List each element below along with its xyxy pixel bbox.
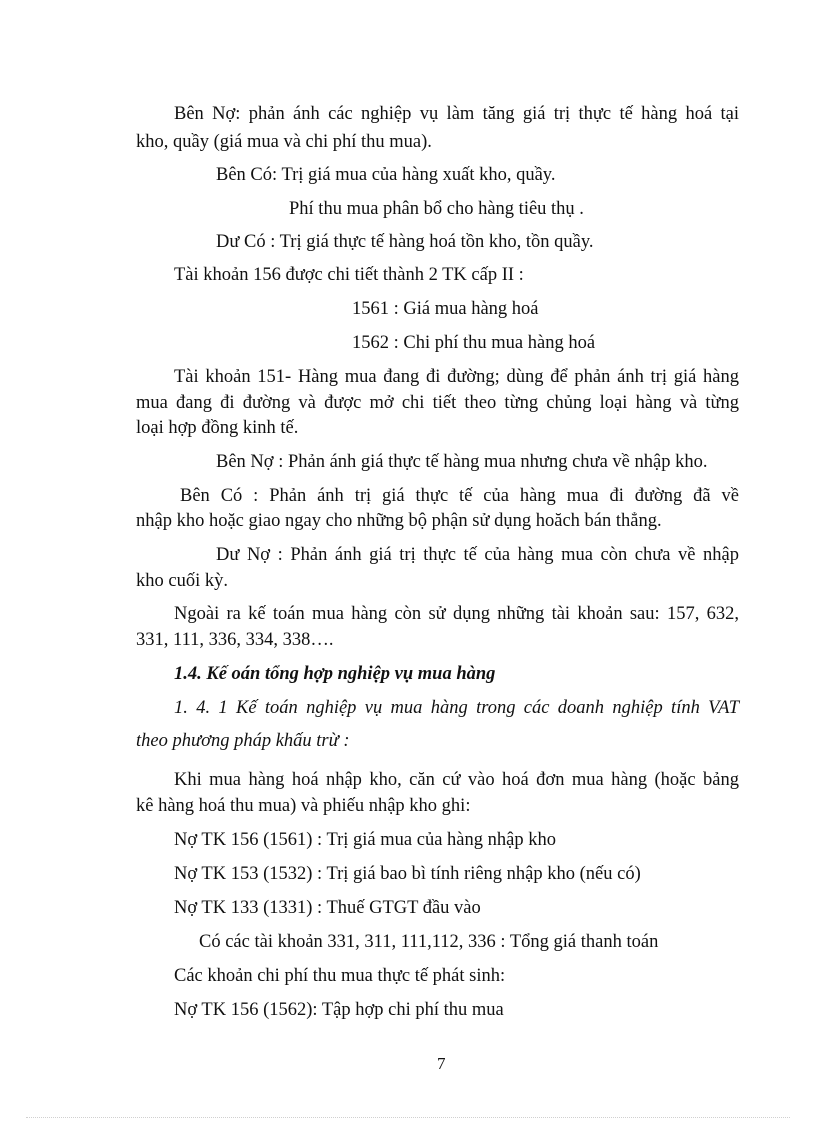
page-number: 7 — [437, 1054, 446, 1073]
paragraph-line: Bên Nợ: phản ánh các nghiệp vụ làm tăng giá trị thực tế hàng hoá tại — [174, 104, 739, 124]
paragraph-line: Nợ TK 156 (1562): Tập hợp chi phí thu mua — [174, 1000, 504, 1020]
paragraph-line: Dư Có : Trị giá thực tế hàng hoá tồn kho, tồn quầy. — [216, 232, 594, 252]
paragraph-line: Bên Nợ : Phản ánh giá thực tế hàng mua nhưng chưa về nhập kho. — [216, 452, 708, 472]
paragraph-line: nhập kho hoặc giao ngay cho những bộ phận sử dụng hoăch bán thẳng. — [136, 511, 662, 531]
paragraph-line: kho, quầy (giá mua và chi phí thu mua). — [136, 132, 432, 152]
paragraph-line: loại hợp đồng kinh tế. — [136, 418, 299, 438]
paragraph-line: Phí thu mua phân bổ cho hàng tiêu thụ . — [289, 199, 584, 219]
paragraph-line: Tài khoản 156 được chi tiết thành 2 TK cấp II : — [174, 265, 524, 285]
paragraph-line: Tài khoản 151- Hàng mua đang đi đường; dùng để phản ánh trị giá hàng — [174, 367, 739, 387]
section-heading: 1.4. Kế oán tổng hợp nghiệp vụ mua hàng — [174, 664, 496, 684]
paragraph-line: Bên Có : Phản ánh trị giá thực tế của hàng mua đi đường đã về — [180, 486, 739, 506]
paragraph-line: 331, 111, 336, 334, 338…. — [136, 630, 334, 650]
paragraph-line: Bên Có: Trị giá mua của hàng xuất kho, quầy. — [216, 165, 556, 185]
paragraph-line: Dư Nợ : Phản ánh giá trị thực tế của hàng mua còn chưa về nhập — [216, 545, 739, 565]
paragraph-line: Nợ TK 156 (1561) : Trị giá mua của hàng nhập kho — [174, 830, 556, 850]
paragraph-line: 1561 : Giá mua hàng hoá — [352, 299, 539, 319]
subsection-heading: 1. 4. 1 Kế toán nghiệp vụ mua hàng trong các doanh nghiệp tính VAT — [174, 698, 739, 718]
paragraph-line: Nợ TK 153 (1532) : Trị giá bao bì tính riêng nhập kho (nếu có) — [174, 864, 641, 884]
paragraph-line: Khi mua hàng hoá nhập kho, căn cứ vào hoá đơn mua hàng (hoặc bảng — [174, 770, 739, 790]
paragraph-line: kê hàng hoá thu mua) và phiếu nhập kho ghi: — [136, 796, 471, 816]
page-bottom-rule — [26, 1117, 790, 1118]
paragraph-line: 1562 : Chi phí thu mua hàng hoá — [352, 333, 596, 353]
paragraph-line: Các khoản chi phí thu mua thực tế phát sinh: — [174, 966, 506, 986]
paragraph-line: Có các tài khoản 331, 311, 111,112, 336 : Tổng giá thanh toán — [199, 932, 659, 952]
subsection-heading: theo phương pháp khấu trừ : — [136, 731, 350, 751]
paragraph-line: kho cuối kỳ. — [136, 571, 228, 591]
paragraph-line: mua đang đi đường và được mở chi tiết theo từng chủng loại hàng và từng — [136, 393, 739, 413]
paragraph-line: Ngoài ra kế toán mua hàng còn sử dụng những tài khoản sau: 157, 632, — [174, 604, 739, 624]
paragraph-line: Nợ TK 133 (1331) : Thuế GTGT đầu vào — [174, 898, 481, 918]
